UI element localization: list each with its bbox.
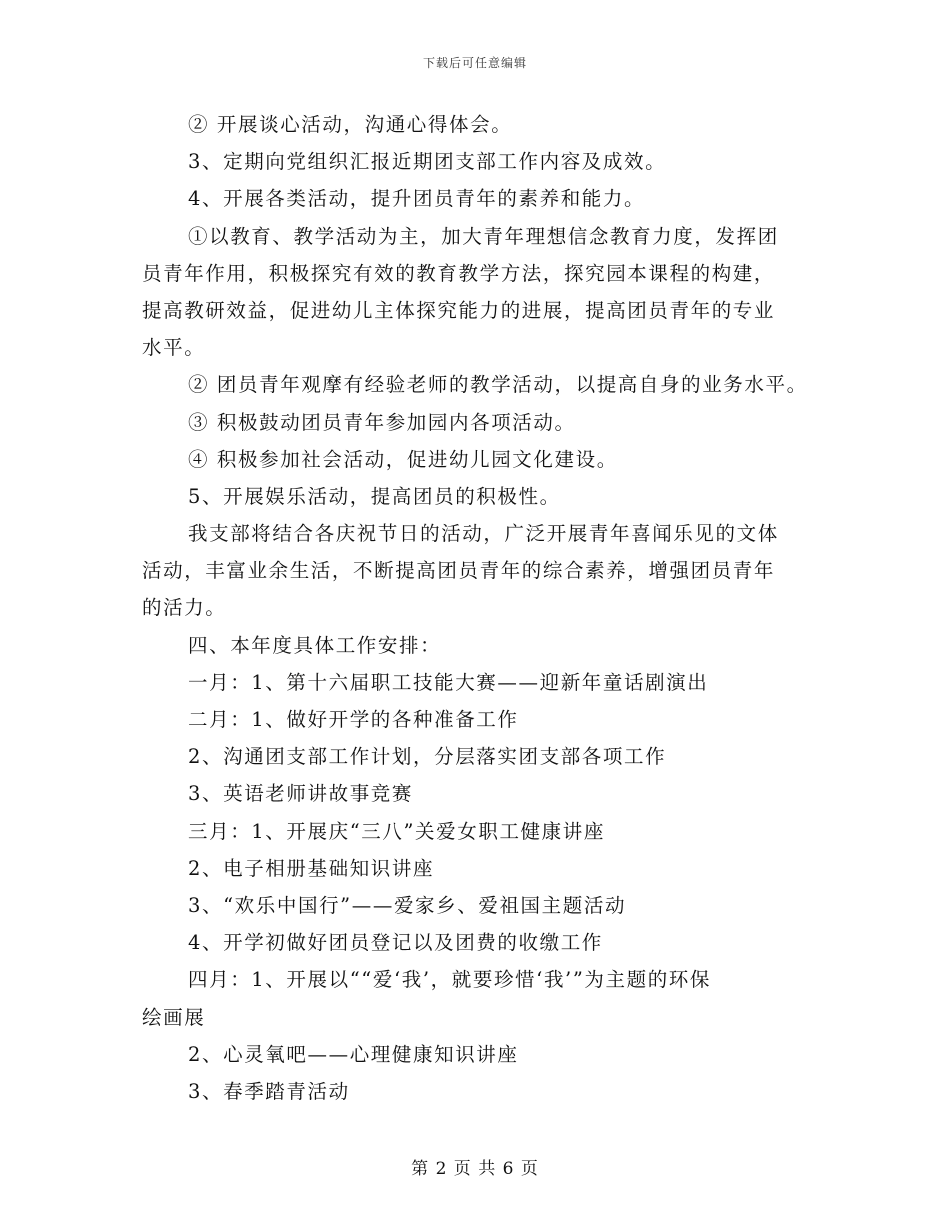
text-line: ② 团员青年观摩有经验老师的教学活动，以提高自身的业务水平。 — [188, 373, 808, 397]
schedule-item: 3、“欢乐中国行”——爱家乡、爱祖国主题活动 — [188, 893, 627, 917]
schedule-item: 四月：1、开展以““爱‘我’，就要珍惜‘我’”为主题的环保 — [188, 968, 712, 992]
text-line: ①以教育、教学活动为主，加大青年理想信念教育力度，发挥团 — [188, 224, 779, 248]
document-body — [142, 106, 842, 1110]
page-header: 下载后可任意编辑 — [422, 56, 527, 70]
schedule-item: 2、心灵氧吧——心理健康知识讲座 — [188, 1042, 519, 1066]
schedule-item: 三月：1、开展庆“三八”关爱女职工健康讲座 — [188, 819, 605, 843]
schedule-item: 3、春季踏青活动 — [188, 1079, 350, 1103]
schedule-item: 一月：1、第十六届职工技能大赛——迎新年童话剧演出 — [188, 670, 709, 694]
schedule-item: 4、开学初做好团员登记以及团费的收缴工作 — [188, 931, 603, 955]
schedule-item: 2、电子相册基础知识讲座 — [188, 856, 435, 880]
schedule-item-continuation: 绘画展 — [142, 1005, 206, 1029]
text-line: 提高教研效益，促进幼儿主体探究能力的进展，提高团员青年的专业 — [142, 298, 776, 322]
text-line: 4、开展各类活动，提升团员青年的素养和能力。 — [188, 187, 646, 211]
schedule-item: 二月：1、做好开学的各种准备工作 — [188, 708, 519, 731]
text-line: ② 开展谈心活动，沟通心得体会。 — [188, 113, 513, 136]
text-line: 3、定期向党组织汇报近期团支部工作内容及成效。 — [188, 150, 667, 174]
page-number-footer: 第 2 页 共 6 页 — [411, 1159, 539, 1179]
text-line: ④ 积极参加社会活动，促进幼儿园文化建设。 — [188, 447, 618, 471]
section-heading: 四、本年度具体工作安排： — [188, 633, 442, 657]
text-line: 员青年作用，积极探究有效的教育教学方法，探究园本课程的构建， — [142, 261, 776, 285]
text-line: 5、开展娱乐活动，提高团员的积极性。 — [188, 484, 561, 508]
text-line: 的活力。 — [142, 596, 227, 620]
schedule-item: 3、英语老师讲故事竞赛 — [188, 782, 414, 806]
text-line: 活动，丰富业余生活，不断提高团员青年的综合素养，增强团员青年 — [142, 559, 776, 583]
text-line: 水平。 — [142, 336, 206, 360]
text-line: ③ 积极鼓动团员青年参加园内各项活动。 — [188, 410, 576, 434]
text-line: 我支部将结合各庆祝节日的活动，广泛开展青年喜闻乐见的文体 — [188, 522, 779, 546]
schedule-item: 2、沟通团支部工作计划，分层落实团支部各项工作 — [188, 745, 667, 769]
